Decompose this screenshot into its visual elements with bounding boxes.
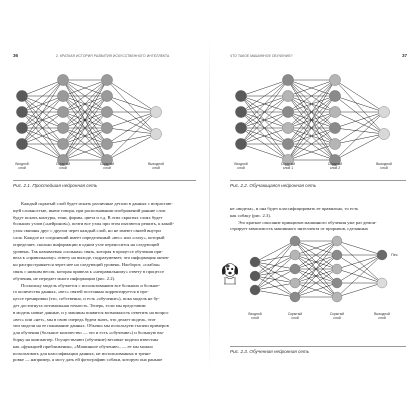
running-head: 2. КРАТКАЯ ИСТОРИЯ РАЗВИТИЯ ИСКУССТВЕННОГО ИНТЕЛЛЕКТА — [56, 53, 170, 58]
text-line: определяет, сколько информации в одном узле переносится на следующий — [13, 241, 159, 247]
neuron-node — [57, 138, 68, 149]
text-line: будут искать контуры, тени, формы, цвета и т.д. В этих скрытых слоях будет — [13, 214, 163, 220]
layer-label: Скрытый слой — [329, 312, 345, 321]
neuron-node — [57, 74, 68, 85]
connection-line — [337, 241, 382, 255]
text-line: цессе тренировки (это, собственно, и есть «обучение»), пока модель не бу- — [13, 296, 160, 302]
neuron-node — [57, 90, 68, 101]
connection-line — [255, 283, 295, 290]
neuron-node — [150, 106, 161, 117]
connection-line — [107, 96, 156, 134]
neuron-node — [57, 122, 68, 133]
text-line: как собаку (рис. 2.3). — [230, 212, 271, 218]
layer-label: Скрытый слой 2 — [327, 162, 343, 171]
page-number: 37 — [402, 53, 408, 58]
neuron-node — [332, 278, 342, 288]
connection-line — [107, 96, 156, 112]
text-line: но распространяется через нее на следующий уровень. Наоборот, «слабая» — [13, 262, 161, 268]
text-line: вела к «правильному» ответу на выходе, подразумевает, что информация актив- — [13, 255, 170, 261]
neuron-node — [16, 138, 27, 149]
right-page — [210, 0, 420, 420]
connection-line — [107, 128, 156, 134]
connection-line — [107, 134, 156, 160]
text-line: использовать для классификации данных, не использованных в трени- — [13, 350, 152, 356]
layer-label: Скрытый слой — [55, 162, 71, 171]
layer-label: Выходной слой — [374, 312, 390, 321]
neuron-node — [290, 236, 300, 246]
figure-trained-neural-network — [210, 0, 420, 420]
layer-label: Скрытый слой — [99, 162, 115, 171]
neuron-node — [150, 128, 161, 139]
layer-label: Выходной слой — [376, 162, 392, 171]
neuron-node — [250, 257, 260, 267]
neuron-node — [250, 271, 260, 281]
text-line: борку на компьютер. Осуществляют (обучение) весовые модели известны — [13, 336, 159, 342]
text-line: «вес» или «нет», мы в свою очередь будем знать, что делает модель, этот — [13, 316, 156, 322]
text-line: слоя. Каждое из соединений имеет определенный «вес» или «силу», который — [13, 234, 165, 240]
network-connections — [22, 80, 156, 160]
dog-illustration — [222, 264, 238, 285]
neuron-node — [101, 90, 112, 101]
connection-line — [255, 241, 295, 276]
text-line: Каждый скрытый слой будет искать различные детали в данных с возрастаю- — [21, 201, 173, 206]
figure-caption: Рис. 2.2. Обучающаяся нейронная сеть — [230, 183, 317, 188]
connection-line — [22, 80, 63, 96]
connection-line — [255, 290, 295, 297]
running-head: ЧТО ТАКОЕ МАШИННОЕ ОБУЧЕНИЕ? — [230, 53, 293, 58]
text-line: уровень. Так называемая «сильная» связь, которая в процессе обучения при- — [13, 248, 163, 254]
text-line: дет достигнута оптимальная точность. Теперь, если мы представим — [13, 302, 146, 308]
text-line: обучения, не передает много информации (рис. 2.2). — [13, 275, 116, 281]
neuron-node — [57, 106, 68, 117]
connection-line — [337, 283, 382, 297]
neuron-node — [16, 106, 27, 117]
text-line: не «видела», и она будет классифицировать ее правильно, то есть — [230, 206, 359, 211]
page-number: 36 — [13, 53, 19, 58]
layer-label: Входной слой — [15, 162, 29, 171]
connection-line — [107, 112, 156, 134]
connection-line — [107, 112, 156, 160]
neuron-node — [377, 278, 387, 288]
text-line: узлы связаны друг с другом через каждый слой, но не имеют связей внутри — [13, 228, 161, 234]
neuron-node — [250, 285, 260, 295]
layer-label: Входной слой — [234, 162, 248, 171]
neuron-node — [290, 278, 300, 288]
text-line: Это краткое описание принципов машинного обучения уже раз демон- — [238, 219, 377, 225]
network-connections — [255, 241, 382, 297]
connection-line — [255, 269, 295, 290]
text-line: стрирует зависимость машинного интеллекта от прорывов, сделанных — [230, 226, 369, 232]
neuron-node — [16, 90, 27, 101]
neuron-node — [101, 138, 112, 149]
text-line: больших узлов («нейронов»), почти все узлы при этом пытаются решить, к какой- — [13, 221, 174, 227]
text-line: ровке — например, я могу дать ей фотографию собаки, которую она раньше — [13, 357, 163, 363]
neuron-node — [332, 236, 342, 246]
text-line: для обучения (большое количество — это и есть «обучение») и большую вы- — [13, 330, 165, 336]
neuron-node — [332, 250, 342, 260]
connection-line — [22, 80, 63, 128]
text-line: го количества данных, «вес» связей постоянно корректируется в про- — [13, 289, 149, 295]
text-line: тип модели на ее понимание данных. Обычно мы используем тысячи примеров — [13, 323, 169, 329]
neuron-node — [101, 74, 112, 85]
connection-line — [255, 241, 295, 262]
text-line: как «функцией приближения», «Машинное обучение», — ее мы можно — [13, 343, 153, 349]
figure-caption: Рис. 2.1. Простейшая нейронная сеть — [13, 183, 98, 188]
layer-label: Скрытый слой — [287, 312, 303, 321]
neuron-node — [290, 250, 300, 260]
figure-simple-neural-network — [0, 0, 210, 200]
figure-caption: Рис. 2.3. Обученная нейронная сеть — [230, 349, 310, 354]
caption-rule — [230, 346, 406, 347]
connection-line — [22, 144, 63, 160]
text-line: щей сложностью, иначе говоря, при распознавании изображений ранние слои — [13, 207, 166, 213]
connection-line — [255, 255, 295, 290]
caption-rule — [13, 180, 196, 181]
neuron-node — [332, 292, 342, 302]
connection-line — [255, 241, 295, 290]
neuron-node — [332, 264, 342, 274]
layer-label: Скрытый слой 1 — [280, 162, 296, 171]
neuron-node — [16, 122, 27, 133]
neuron-node — [101, 106, 112, 117]
text-line: связь с низким весом, которая привела к «неправильному» ответу в процессе — [13, 268, 165, 274]
output-label: Пес — [391, 253, 398, 257]
body-text — [13, 201, 196, 364]
neuron-node — [101, 122, 112, 133]
layer-label: Выходной слой — [148, 162, 164, 171]
text-line: в модель новые данные, и у машины появится возможность ответить на вопрос — [13, 309, 169, 315]
neuron-node — [290, 292, 300, 302]
layer-label: Входной слой — [248, 312, 262, 321]
neuron-node — [290, 264, 300, 274]
connection-line — [337, 255, 382, 297]
text-line: Поскольку модель обучается с использованием все больших и больше- — [21, 282, 161, 288]
connection-line — [337, 255, 382, 269]
neuron-node — [377, 250, 387, 260]
